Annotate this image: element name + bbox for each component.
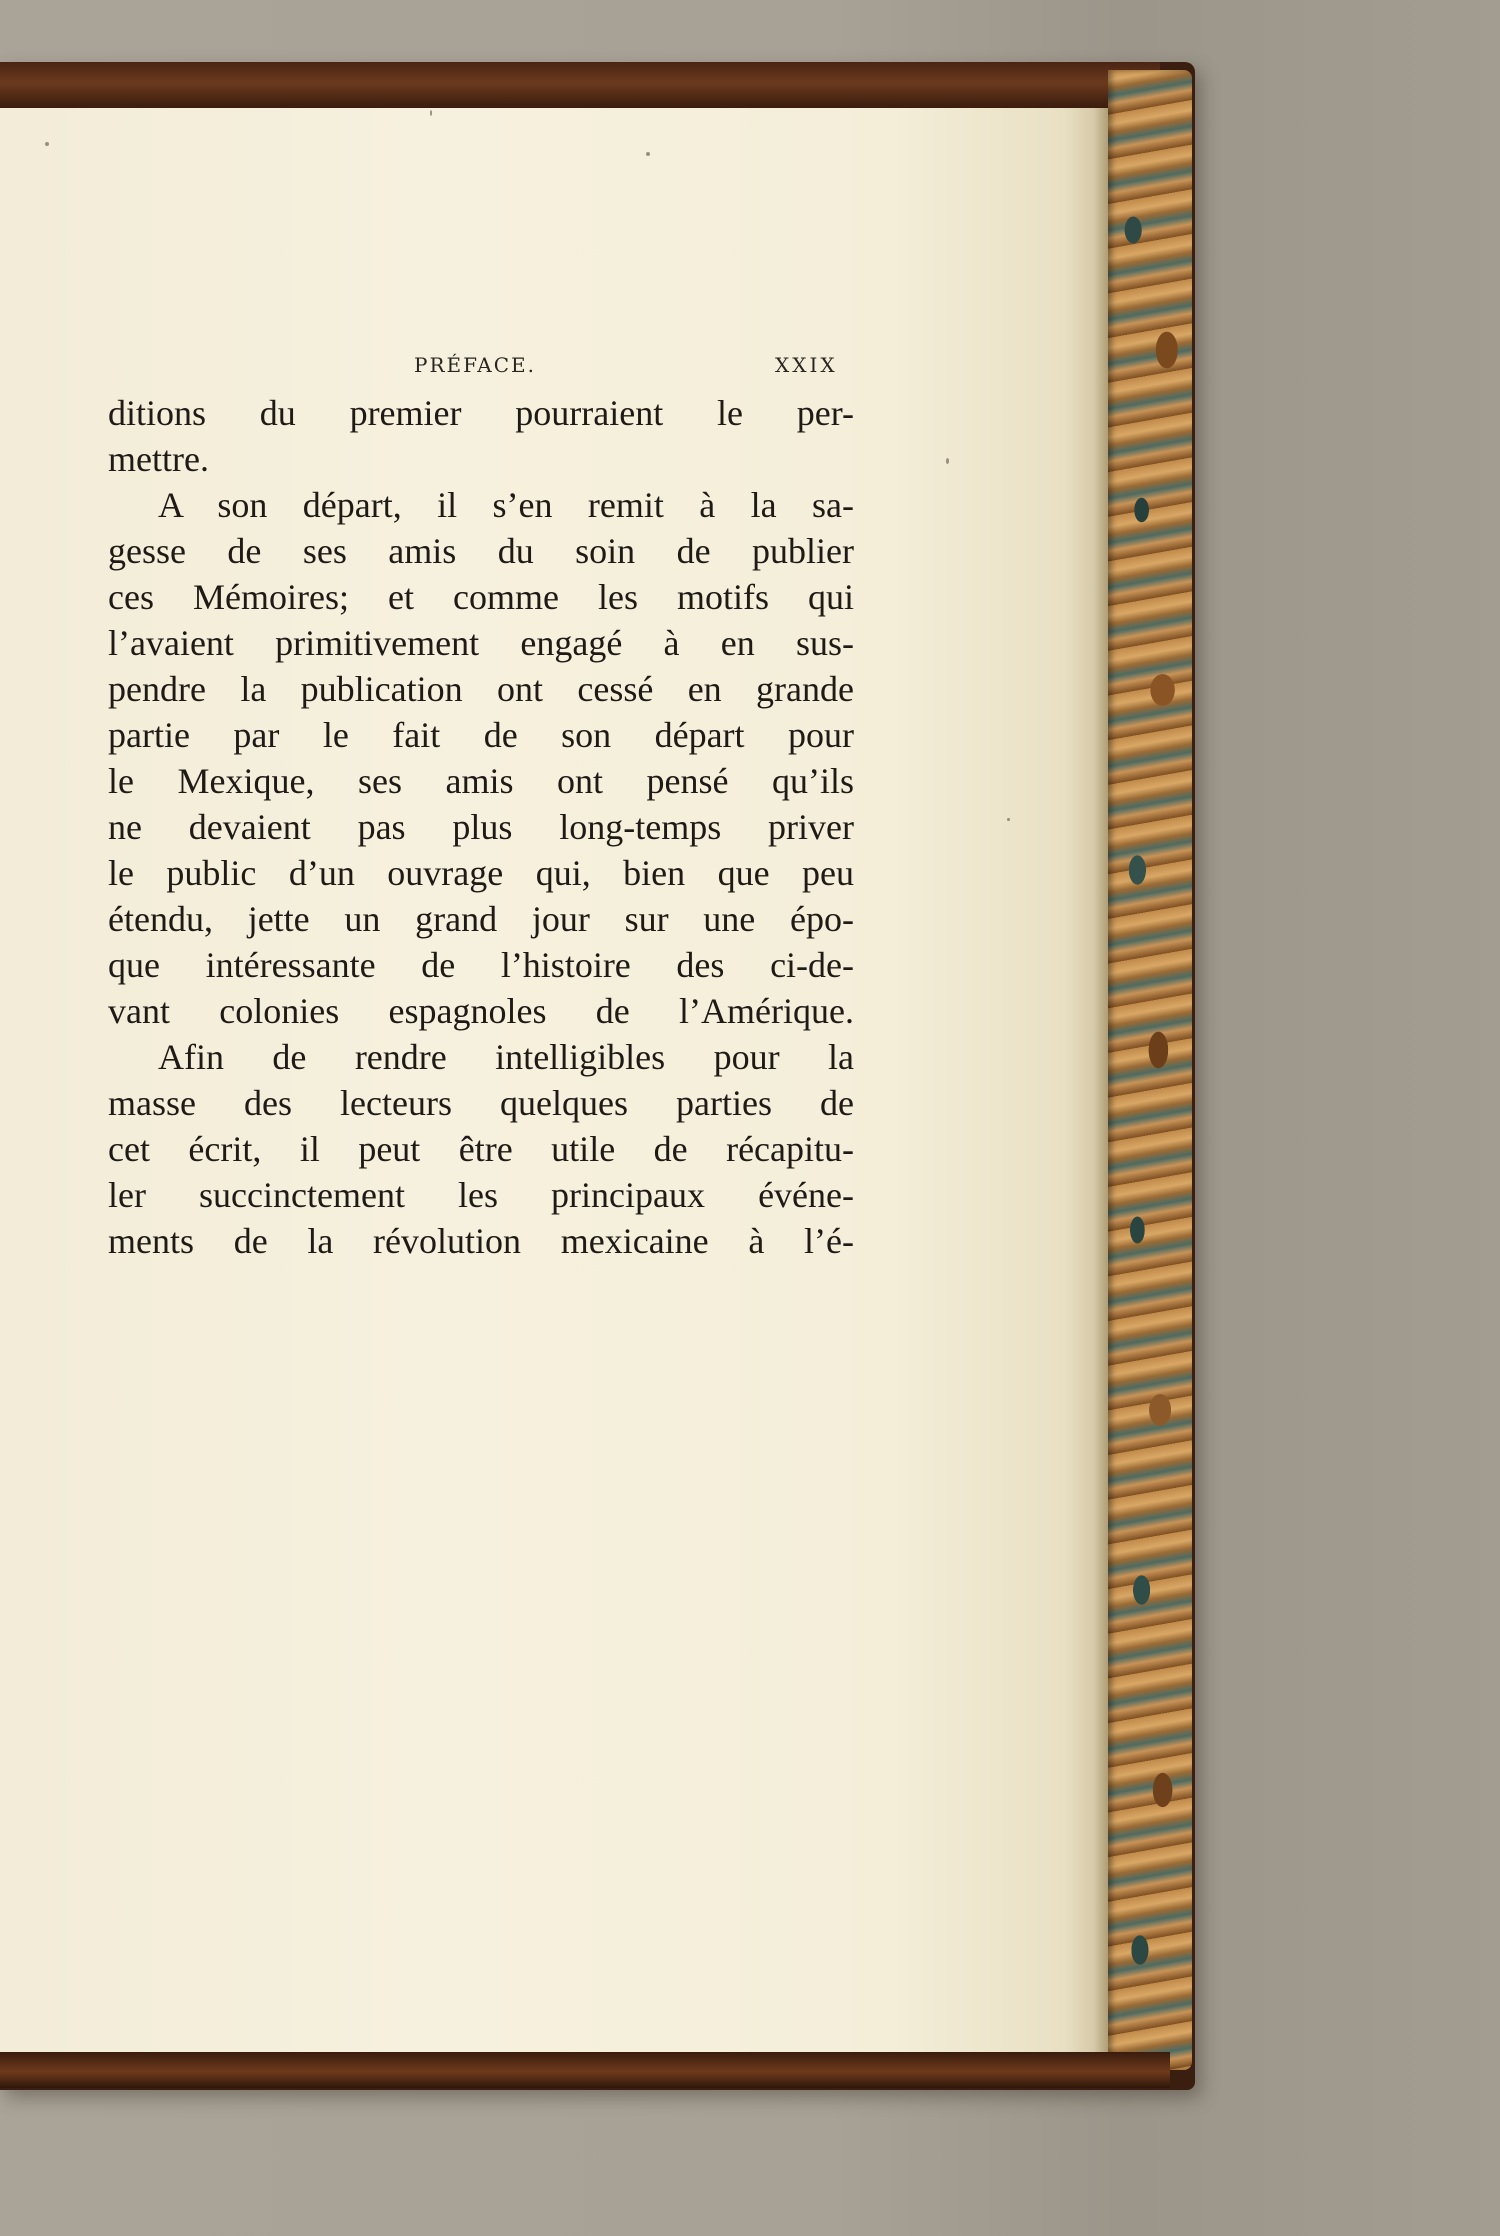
running-head xyxy=(0,353,1108,387)
paper-speck xyxy=(1007,818,1010,821)
text-line: l’avaient primitivement engagé à en sus- xyxy=(108,623,854,663)
page-number: XXIX xyxy=(775,353,838,377)
text-line: que intéressante de l’histoire des ci-de- xyxy=(108,945,854,985)
text-line: cet écrit, il peut être utile de récapitu- xyxy=(108,1129,854,1169)
text-line: pendre la publication ont cessé en grande xyxy=(108,669,854,709)
text-line: le public d’un ouvrage qui, bien que peu xyxy=(108,853,854,893)
running-head-title: PRÉFACE. xyxy=(414,353,536,377)
paper-speck xyxy=(430,110,432,116)
paper-speck xyxy=(646,152,650,156)
text-line: ler succinctement les principaux événe- xyxy=(108,1175,854,1215)
text-line: ne devaient pas plus long-temps priver xyxy=(108,807,854,847)
paper-speck xyxy=(946,458,949,464)
text-line: ces Mémoires; et comme les motifs qui xyxy=(108,577,854,617)
paper-speck xyxy=(45,142,49,146)
text-line: gesse de ses amis du soin de publier xyxy=(108,531,854,571)
text-line: ments de la révolution mexicaine à l’é- xyxy=(108,1221,854,1261)
book-page xyxy=(0,108,1108,2052)
text-line: ditions du premier pourraient le per- xyxy=(108,393,854,433)
cover-edge-top xyxy=(0,62,1160,108)
text-line: étendu, jette un grand jour sur une épo- xyxy=(108,899,854,939)
page-edge-shadow xyxy=(1094,108,1108,2052)
text-line: vant colonies espagnoles de l’Amérique. xyxy=(108,991,854,1031)
text-line: Afin de rendre intelligibles pour la xyxy=(158,1037,854,1077)
text-line: le Mexique, ses amis ont pensé qu’ils xyxy=(108,761,854,801)
cover-edge-bottom xyxy=(0,2052,1170,2088)
body-text xyxy=(108,390,854,1264)
marbled-endpaper xyxy=(1108,70,1192,2070)
text-line: partie par le fait de son départ pour xyxy=(108,715,854,755)
text-line: masse des lecteurs quelques parties de xyxy=(108,1083,854,1123)
text-line: A son départ, il s’en remit à la sa- xyxy=(158,485,854,525)
text-line: mettre. xyxy=(108,439,209,479)
